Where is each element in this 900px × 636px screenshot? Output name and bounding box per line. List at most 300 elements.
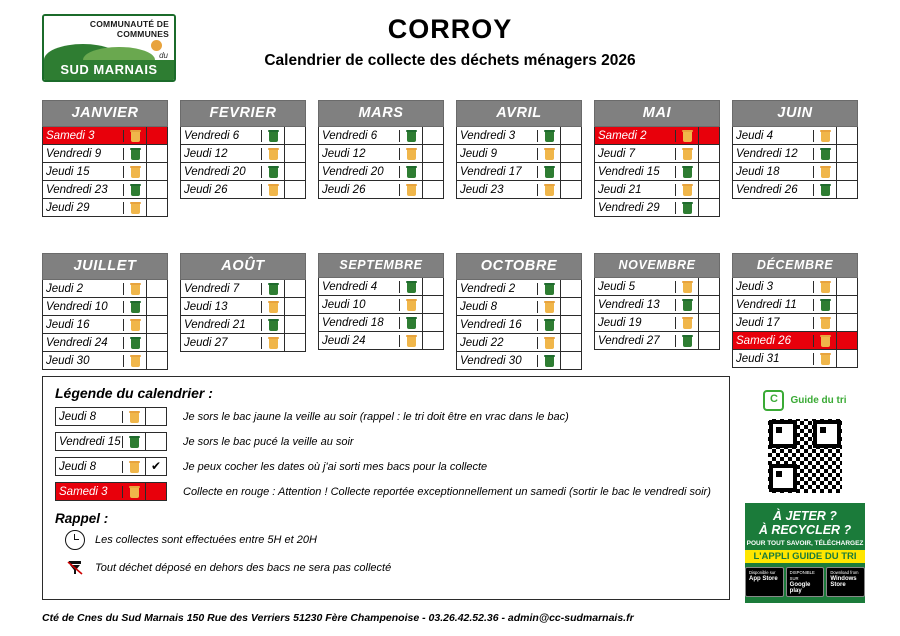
month-block (732, 253, 858, 370)
collection-date: Jeudi 30 (46, 354, 90, 367)
app-promo-banner[interactable] (745, 503, 865, 603)
collection-date: Jeudi 5 (598, 280, 636, 293)
collection-row[interactable] (733, 127, 857, 145)
collection-bin (537, 319, 560, 331)
green-bin-icon (131, 301, 140, 313)
collection-checkbox[interactable] (422, 145, 443, 162)
collection-checkbox[interactable] (146, 145, 167, 162)
green-bin-icon (821, 148, 830, 160)
green-bin-icon (130, 436, 139, 448)
collection-row[interactable] (457, 352, 581, 369)
collection-checkbox[interactable] (422, 332, 443, 349)
collection-date: Vendredi 23 (46, 183, 108, 196)
collection-date: Vendredi 2 (460, 282, 516, 295)
yellow-bin-icon (131, 283, 140, 295)
yellow-bin-icon (545, 337, 554, 349)
collection-bin (675, 130, 698, 142)
month-block (456, 100, 582, 217)
yellow-bin-icon (407, 335, 416, 347)
collection-checkbox[interactable] (698, 181, 719, 198)
collection-row[interactable] (319, 163, 443, 181)
yellow-bin-icon (130, 486, 139, 498)
yellow-bin-icon (130, 411, 139, 423)
collection-date: Samedi 2 (598, 129, 647, 142)
legend-description: Je peux cocher les dates où j'ai sorti mes bacs pour la collecte (183, 460, 488, 473)
collection-bin (537, 337, 560, 349)
green-bin-icon (269, 130, 278, 142)
collection-row[interactable] (43, 145, 167, 163)
collection-date: Jeudi 13 (184, 300, 228, 313)
collection-bin (123, 130, 146, 142)
collection-bin (537, 184, 560, 196)
collection-bin (123, 202, 146, 214)
collection-checkbox[interactable] (284, 298, 305, 315)
store-badge-small: Disponible sur (749, 570, 776, 575)
collection-row[interactable] (43, 334, 167, 352)
legend-chip-date: Jeudi 8 (59, 410, 97, 423)
collection-date: Jeudi 27 (184, 336, 228, 349)
collection-row[interactable] (457, 127, 581, 145)
collection-date: Vendredi 13 (598, 298, 660, 311)
collection-date: Vendredi 24 (46, 336, 108, 349)
yellow-bin-icon (683, 281, 692, 293)
collection-checkbox[interactable] (560, 334, 581, 351)
collection-row[interactable] (733, 181, 857, 198)
collection-bin (261, 319, 284, 331)
yellow-bin-icon (683, 317, 692, 329)
collection-date: Vendredi 4 (322, 280, 378, 293)
collection-checkbox[interactable] (146, 181, 167, 198)
collection-date: Jeudi 10 (322, 298, 366, 311)
green-bin-icon (131, 184, 140, 196)
legend-description: Je sors le bac jaune la veille au soir (rappel : le tri doit être en vrac dans le bac) (183, 410, 569, 423)
logo-bottom-text: SUD MARNAIS (44, 60, 174, 80)
collection-date: Vendredi 10 (46, 300, 108, 313)
logo-line2: COMMUNES (116, 29, 169, 39)
collection-bin (813, 299, 836, 311)
collection-bin (399, 166, 422, 178)
legend-row (55, 432, 717, 451)
collection-bin (123, 283, 146, 295)
collection-row[interactable] (457, 181, 581, 198)
green-bin-icon (545, 355, 554, 367)
collection-bin (675, 299, 698, 311)
collection-date: Jeudi 17 (736, 316, 780, 329)
month-collection-list (732, 278, 858, 368)
collection-row[interactable] (181, 298, 305, 316)
month-collection-list (732, 127, 858, 199)
page-subtitle: Calendrier de collecte des déchets ménagers 2026 (264, 52, 636, 69)
collection-row[interactable] (319, 314, 443, 332)
collection-row[interactable] (733, 145, 857, 163)
collection-checkbox[interactable] (698, 145, 719, 162)
collection-date: Jeudi 21 (598, 183, 642, 196)
collection-row[interactable] (43, 352, 167, 369)
collection-checkbox[interactable] (560, 181, 581, 198)
collection-row[interactable] (181, 334, 305, 351)
green-bin-icon (269, 283, 278, 295)
collection-row[interactable] (43, 199, 167, 216)
collection-bin (399, 130, 422, 142)
collection-checkbox[interactable] (146, 334, 167, 351)
collection-bin (261, 301, 284, 313)
collection-row[interactable] (319, 127, 443, 145)
collection-checkbox[interactable] (560, 352, 581, 369)
yellow-bin-icon (821, 166, 830, 178)
collection-row[interactable] (43, 316, 167, 334)
collection-checkbox[interactable] (836, 296, 857, 313)
month-block (180, 100, 306, 217)
collection-checkbox[interactable] (560, 280, 581, 297)
collection-row[interactable] (181, 145, 305, 163)
recycle-icon: C (763, 390, 784, 411)
collection-checkbox[interactable] (836, 332, 857, 349)
legend-sample-chip (55, 457, 167, 476)
yellow-bin-icon (683, 130, 692, 142)
collection-checkbox[interactable] (698, 127, 719, 144)
collection-date: Vendredi 9 (46, 147, 102, 160)
green-bin-icon (269, 319, 278, 331)
collection-checkbox[interactable] (698, 199, 719, 216)
store-badge-name: App Store (749, 576, 778, 582)
collection-date: Jeudi 3 (736, 280, 774, 293)
collection-date: Vendredi 21 (184, 318, 246, 331)
green-bin-icon (131, 148, 140, 160)
collection-checkbox[interactable] (422, 314, 443, 331)
collection-checkbox[interactable] (836, 314, 857, 331)
collection-checkbox[interactable] (284, 334, 305, 351)
collection-date: Vendredi 30 (460, 354, 522, 367)
store-badges (745, 567, 865, 597)
yellow-bin-icon (821, 317, 830, 329)
collection-date: Vendredi 18 (322, 316, 384, 329)
legend-description: Collecte en rouge : Attention ! Collecte reportée exceptionnellement un samedi (sortir le bac le vendredi soir) (183, 485, 711, 498)
collection-row[interactable] (595, 332, 719, 349)
collection-bin (813, 184, 836, 196)
collection-bin (261, 166, 284, 178)
legend-chip-check (145, 483, 166, 500)
green-bin-icon (683, 335, 692, 347)
collection-row[interactable] (43, 280, 167, 298)
collection-checkbox[interactable] (560, 127, 581, 144)
collection-row[interactable] (595, 181, 719, 199)
collection-date: Vendredi 20 (322, 165, 384, 178)
legend-chip-bin (122, 486, 145, 498)
collection-checkbox[interactable] (422, 296, 443, 313)
collection-row[interactable] (595, 314, 719, 332)
page-title: CORROY (387, 14, 513, 44)
collection-checkbox[interactable] (284, 163, 305, 180)
collection-checkbox[interactable] (146, 280, 167, 297)
collection-date: Jeudi 8 (460, 300, 498, 313)
logo-top-text (44, 16, 174, 39)
yellow-bin-icon (545, 301, 554, 313)
collection-checkbox[interactable] (146, 199, 167, 216)
collection-bin (537, 355, 560, 367)
yellow-bin-icon (683, 184, 692, 196)
collection-checkbox[interactable] (284, 145, 305, 162)
no-dumping-icon (55, 558, 95, 578)
collection-checkbox[interactable] (422, 278, 443, 295)
collection-bin (675, 335, 698, 347)
yellow-bin-icon (545, 184, 554, 196)
store-badge[interactable] (826, 567, 865, 597)
collection-bin (399, 148, 422, 160)
collection-bin (675, 317, 698, 329)
green-bin-icon (545, 166, 554, 178)
collection-checkbox[interactable] (698, 163, 719, 180)
legend-chip-date: Jeudi 8 (59, 460, 97, 473)
collection-checkbox[interactable] (836, 350, 857, 367)
month-header: AVRIL (456, 100, 582, 127)
sidebar-guide-tri (745, 390, 865, 603)
yellow-bin-icon (131, 166, 140, 178)
green-bin-icon (131, 337, 140, 349)
collection-row[interactable] (457, 334, 581, 352)
month-collection-list (318, 127, 444, 199)
collection-checkbox[interactable] (560, 298, 581, 315)
yellow-bin-icon (821, 335, 830, 347)
yellow-bin-icon (407, 299, 416, 311)
collection-checkbox[interactable] (284, 181, 305, 198)
yellow-bin-icon (131, 130, 140, 142)
footer-contact: Cté de Cnes du Sud Marnais 150 Rue des Verriers 51230 Fère Champenoise - 03.26.42.52.36 - admin@cc-sudmarnais.fr (42, 612, 634, 624)
legend-sample-chip (55, 482, 167, 501)
collection-row[interactable] (43, 298, 167, 316)
guide-tri-header (745, 390, 865, 411)
collection-checkbox[interactable] (698, 278, 719, 295)
yellow-bin-icon (407, 148, 416, 160)
collection-checkbox[interactable] (560, 316, 581, 333)
legend-rows (55, 407, 717, 501)
collection-bin (399, 299, 422, 311)
collection-checkbox[interactable] (422, 181, 443, 198)
collection-row[interactable] (319, 145, 443, 163)
clock-icon (55, 530, 95, 550)
collection-checkbox[interactable] (836, 181, 857, 198)
collection-checkbox[interactable] (146, 298, 167, 315)
collection-date: Vendredi 15 (598, 165, 660, 178)
collection-checkbox[interactable] (698, 296, 719, 313)
collection-row[interactable] (181, 316, 305, 334)
collection-bin (813, 335, 836, 347)
collection-date: Jeudi 9 (460, 147, 498, 160)
collection-bin (813, 148, 836, 160)
collection-row[interactable] (733, 332, 857, 350)
collection-row[interactable] (457, 298, 581, 316)
collection-row[interactable] (319, 296, 443, 314)
month-block (594, 100, 720, 217)
collection-row[interactable] (181, 127, 305, 145)
green-bin-icon (545, 319, 554, 331)
collection-date: Vendredi 17 (460, 165, 522, 178)
collection-row[interactable] (181, 280, 305, 298)
store-badge-name: Google play (789, 582, 811, 594)
rappel-row-hours (55, 530, 717, 550)
collection-row[interactable] (595, 127, 719, 145)
legend-description: Je sors le bac pucé la veille au soir (183, 435, 354, 448)
collection-row[interactable] (43, 181, 167, 199)
collection-bin (261, 130, 284, 142)
collection-checkbox[interactable] (836, 145, 857, 162)
collection-bin (675, 166, 698, 178)
yellow-bin-icon (683, 148, 692, 160)
month-header: MARS (318, 100, 444, 127)
collection-date: Jeudi 12 (184, 147, 228, 160)
collection-row[interactable] (319, 278, 443, 296)
collection-date: Jeudi 12 (322, 147, 366, 160)
app-promo-line1: À JETER ? (773, 509, 837, 523)
collection-row[interactable] (43, 163, 167, 181)
collection-row[interactable] (595, 145, 719, 163)
yellow-bin-icon (269, 301, 278, 313)
collection-checkbox[interactable] (422, 127, 443, 144)
collection-row[interactable] (43, 127, 167, 145)
collection-bin (813, 130, 836, 142)
month-header: SEPTEMBRE (318, 253, 444, 278)
collection-bin (675, 148, 698, 160)
logo-landscape-icon (44, 40, 174, 60)
collection-checkbox[interactable] (560, 145, 581, 162)
collection-bin (399, 317, 422, 329)
collection-checkbox[interactable] (698, 332, 719, 349)
green-bin-icon (821, 299, 830, 311)
collection-checkbox[interactable] (836, 163, 857, 180)
collection-date: Vendredi 20 (184, 165, 246, 178)
collection-row[interactable] (457, 163, 581, 181)
yellow-bin-icon (131, 202, 140, 214)
qr-code-icon[interactable] (768, 419, 842, 493)
collection-row[interactable] (595, 278, 719, 296)
rappel-row-no-dumping (55, 558, 717, 578)
green-bin-icon (683, 299, 692, 311)
collection-date: Jeudi 22 (460, 336, 504, 349)
collection-checkbox[interactable] (836, 278, 857, 295)
collection-row[interactable] (457, 145, 581, 163)
collection-date: Jeudi 24 (322, 334, 366, 347)
collection-checkbox[interactable] (284, 316, 305, 333)
collection-row[interactable] (319, 332, 443, 349)
month-collection-list (180, 127, 306, 199)
collection-row[interactable] (733, 278, 857, 296)
collection-row[interactable] (595, 163, 719, 181)
green-bin-icon (407, 130, 416, 142)
guide-tri-label: Guide du tri (790, 395, 847, 406)
yellow-bin-icon (545, 148, 554, 160)
app-promo-line2: À RECYCLER ? (758, 523, 852, 537)
collection-date: Jeudi 26 (322, 183, 366, 196)
collection-bin (813, 281, 836, 293)
collection-row[interactable] (181, 163, 305, 181)
collection-date: Jeudi 16 (46, 318, 90, 331)
collection-row[interactable] (595, 296, 719, 314)
collection-row[interactable] (595, 199, 719, 216)
collection-checkbox[interactable] (560, 163, 581, 180)
collection-checkbox[interactable] (284, 280, 305, 297)
legend-sample-chip (55, 407, 167, 426)
collection-row[interactable] (457, 316, 581, 334)
month-header: JANVIER (42, 100, 168, 127)
collection-checkbox[interactable] (836, 127, 857, 144)
collection-date: Vendredi 29 (598, 201, 660, 214)
yellow-bin-icon (269, 148, 278, 160)
legend-title: Légende du calendrier : (55, 385, 213, 401)
collection-checkbox[interactable] (698, 314, 719, 331)
collection-checkbox[interactable] (146, 127, 167, 144)
calendar-grid (42, 100, 860, 370)
collection-bin (123, 184, 146, 196)
legend-chip-date: Vendredi 15 (59, 435, 121, 448)
yellow-bin-icon (269, 184, 278, 196)
green-bin-icon (407, 281, 416, 293)
month-header: MAI (594, 100, 720, 127)
month-collection-list (456, 127, 582, 199)
collection-bin (537, 148, 560, 160)
calendar-row-first-half (42, 100, 860, 217)
collection-bin (261, 283, 284, 295)
collection-date: Jeudi 15 (46, 165, 90, 178)
collection-bin (123, 301, 146, 313)
collection-checkbox[interactable] (146, 316, 167, 333)
yellow-bin-icon (821, 281, 830, 293)
collection-bin (261, 148, 284, 160)
collection-row[interactable] (457, 280, 581, 298)
legend-row (55, 482, 717, 501)
app-promo-line3: POUR TOUT SAVOIR, TÉLÉCHARGEZ (746, 540, 864, 547)
collection-bin (261, 184, 284, 196)
month-header: JUIN (732, 100, 858, 127)
month-block (456, 253, 582, 370)
rappel-title: Rappel : (55, 511, 109, 526)
collection-date: Samedi 26 (736, 334, 791, 347)
green-bin-icon (821, 184, 830, 196)
rappel-text-hours: Les collectes sont effectuées entre 5H et 20H (95, 534, 317, 546)
collection-checkbox[interactable] (146, 163, 167, 180)
collection-checkbox[interactable] (146, 352, 167, 369)
collection-row[interactable] (733, 163, 857, 181)
month-block (42, 100, 168, 217)
store-badge[interactable] (786, 567, 825, 597)
collection-bin (813, 353, 836, 365)
page-header (0, 0, 900, 88)
month-collection-list (180, 280, 306, 352)
collection-row[interactable] (181, 181, 305, 198)
collection-checkbox[interactable] (284, 127, 305, 144)
collection-row[interactable] (733, 296, 857, 314)
collection-bin (537, 130, 560, 142)
collection-date: Jeudi 26 (184, 183, 228, 196)
month-collection-list (456, 280, 582, 370)
month-block (732, 100, 858, 217)
month-block (42, 253, 168, 370)
store-badge[interactable] (745, 567, 784, 597)
collection-date: Jeudi 23 (460, 183, 504, 196)
month-header: AOÛT (180, 253, 306, 280)
collection-bin (123, 355, 146, 367)
collection-row[interactable] (733, 350, 857, 367)
month-collection-list (594, 278, 720, 350)
legend-chip-check (145, 408, 166, 425)
collection-row[interactable] (733, 314, 857, 332)
month-header: FEVRIER (180, 100, 306, 127)
collection-checkbox[interactable] (422, 163, 443, 180)
rappel-text-no-dumping: Tout déchet déposé en dehors des bacs ne sera pas collecté (95, 562, 392, 574)
collection-bin (123, 166, 146, 178)
legend-row (55, 407, 717, 426)
collection-bin (537, 283, 560, 295)
legend-sample-chip (55, 432, 167, 451)
collection-row[interactable] (319, 181, 443, 198)
